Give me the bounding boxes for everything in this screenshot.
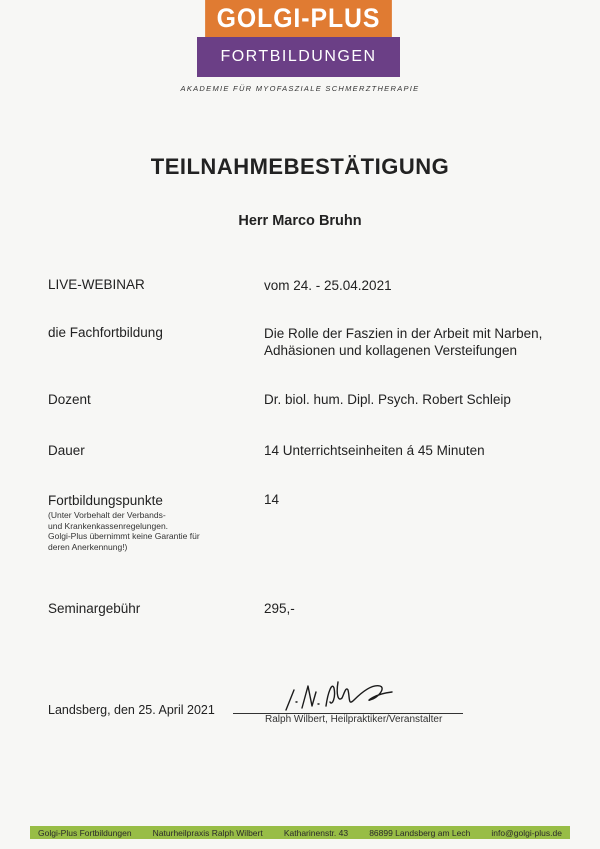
- footer-bar: [30, 826, 570, 839]
- footer-practice: Naturheilpraxis Ralph Wilbert: [152, 827, 263, 838]
- lecturer-name: Dr. biol. hum. Dipl. Psych. Robert Schleip: [264, 392, 511, 407]
- course-label: die Fachfortbildung: [48, 325, 163, 340]
- disclaimer-line: deren Anerkennung!): [48, 541, 128, 552]
- footer-email: info@golgi-plus.de: [491, 827, 562, 838]
- duration-value: 14 Unterrichtseinheiten á 45 Minuten: [264, 443, 485, 458]
- academy-tagline: AKADEMIE FÜR MYOFASZIALE SCHMERZTHERAPIE: [180, 84, 420, 93]
- footer-city: 86899 Landsberg am Lech: [369, 827, 471, 838]
- disclaimer-line: (Unter Vorbehalt der Verbands-: [48, 510, 166, 520]
- signer-name: Ralph Wilbert, Heilpraktiker/Veranstalter: [265, 714, 443, 725]
- course-title-line-1: Die Rolle der Faszien in der Arbeit mit Narben,: [264, 326, 543, 341]
- duration-label: Dauer: [48, 443, 85, 458]
- participant-name: Herr Marco Bruhn: [238, 213, 362, 229]
- logo-brand-name: GOLGI-PLUS: [205, 0, 392, 37]
- fee-label: Seminargebühr: [48, 601, 141, 616]
- handwritten-signature: [282, 672, 402, 716]
- fee-value: 295,-: [264, 601, 295, 616]
- points-value: 14: [264, 492, 280, 507]
- points-label: Fortbildungspunkte: [48, 493, 163, 508]
- points-disclaimer: [48, 510, 238, 552]
- webinar-label: LIVE-WEBINAR: [48, 277, 145, 292]
- course-title-line-2: Adhäsionen und kollagenen Versteifungen: [264, 343, 517, 358]
- golgi-plus-logo: [197, 0, 400, 77]
- disclaimer-line: Golgi-Plus übernimmt keine Garantie für: [48, 531, 200, 541]
- place-and-date: Landsberg, den 25. April 2021: [48, 703, 215, 717]
- lecturer-label: Dozent: [48, 392, 91, 407]
- disclaimer-line: und Krankenkassenregelungen.: [48, 520, 169, 531]
- footer-company: Golgi-Plus Fortbildungen: [38, 827, 132, 838]
- document-title: TEILNAHMEBESTÄTIGUNG: [150, 154, 450, 179]
- footer-street: Katharinenstr. 43: [283, 827, 349, 838]
- course-title: [264, 325, 542, 359]
- webinar-date: vom 24. - 25.04.2021: [264, 278, 392, 293]
- logo-subtitle: FORTBILDUNGEN: [197, 37, 400, 77]
